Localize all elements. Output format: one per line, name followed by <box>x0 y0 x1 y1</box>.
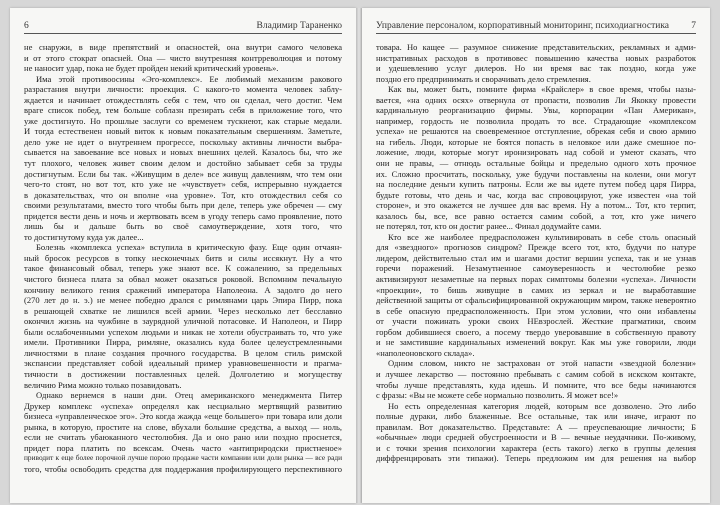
running-title: Владимир Тараненко <box>256 21 342 31</box>
text-line: не наносит удар, пока не будет пройден некий критический уровень». <box>24 63 279 74</box>
text-line: с фразы: «Вы не можете себе нормально позволить. Я может все!» <box>376 390 619 401</box>
text-line: Однако вернемся в наши дни. Отец американского менеджмента Питер <box>36 390 342 401</box>
text-line: лидером, действительно стал им и шагами достиг вершин успеха, так и не узнав <box>376 252 696 263</box>
text-line: придет пора платить по всексам. Очень часто «антиприродски пристненое» <box>24 442 342 453</box>
right-page <box>362 8 710 503</box>
text-line: полные дураки, либо блаженные. Все остальные, так или иначе, играют по <box>376 411 696 422</box>
text-line: поздно его предпринимать и сворачивать дело стремления. <box>376 73 591 84</box>
text-line: то достигнутому куда уж далее... <box>24 231 144 242</box>
running-title: Управление персоналом, корпоративный мониторинг, психодиагностика <box>376 21 670 31</box>
text-line: ждается и начинает отождествлять себя с тем, что он сделал, чего достиг. Чем <box>24 94 342 105</box>
text-line: чего-то стоят, но вот тот, кто уже не «чувствует» себя, испрерывно нуждается <box>24 179 342 190</box>
text-line: Как вы, может быть, помните фирма «Крайслер» в свое время, чтобы назы- <box>388 84 696 95</box>
page-number: 7 <box>691 21 696 31</box>
text-line: на гибель. Люди, которые не боятся попасть в неловкое или даже смешное по- <box>376 136 696 147</box>
text-line: будьте готовы, что день и час, когда вас спровоцируют, уже известен «на той <box>376 189 696 200</box>
text-line: ный бросок ресурсов в топку несконечных битв и силы иссякнут. Ну а что <box>24 252 342 263</box>
text-line: диффренцировать эти типажи). Теперь предложим им для решения на выбор <box>376 453 696 464</box>
text-line: на последние деньги купить патроны. Если же вы идете путем побед царя Пирра, <box>376 179 696 190</box>
text-line: враге список побед, тем больше соблазн презирать себя в приложение того, что <box>24 105 342 116</box>
text-line: Одним словом, никто не застрахован от этой напасти «звездной болезни» <box>388 358 696 369</box>
text-line: в себе опасную предрасположенность. При этом условии, что они избавлены <box>376 305 696 316</box>
text-line: казалось бы, все, все равно остается самим собой, а тот, кто уже ничего <box>376 210 696 221</box>
text-line: «проекции», то бишь живущие в самих из зеркал и не выработавшие <box>376 284 696 295</box>
text-line: разрастания внутри личности: проекция. С какого-то момента человек заблу- <box>24 84 342 95</box>
text-line: их. Сложно просчитать, поскольку, уже будучи поставлены на колени, они могут <box>376 168 696 179</box>
text-line: для «звездного» прогнозов синдром? Прежде всего тот, кто, будучи по натуре <box>376 242 696 253</box>
text-line: горечи поражений. Незамутненное самоуверенность и честолюбие резко <box>376 263 696 274</box>
text-line: и с точки зрения психологии характера (есть такого) легко в группы деления <box>376 442 696 453</box>
text-line: «обычные» люди средней обустроенности и В — вечные неудачники. По-живому, <box>376 432 696 443</box>
running-head <box>376 19 696 34</box>
text-line: если не считать убаюканного честолюбия. Да и оно рано или поздно проснется, <box>24 432 342 443</box>
text-line: своими результатами, вместо того чтобы быть при деле, теперь уже обречен — сму <box>24 200 342 211</box>
text-line: тут плохого, человек живет своим делом и достойно забывает себя за труды <box>24 158 342 169</box>
text-line: и не замстившие кардинальных изменений вокруг. Как мы уже говорили, люди <box>376 337 696 348</box>
text-line: они не правы, — отнюдь остальные бойцы и предельно одного хоть прочное <box>376 158 696 169</box>
text-line: ложение, люди, которые могут иронизировать над собой и умеют сказать, что <box>376 147 696 158</box>
running-head <box>24 19 342 34</box>
text-line: сывается на завоевание все новых и новых внешних целей. Казалось бы, что же <box>24 147 342 158</box>
text-line: тичности в достижении поставленных целей. Долголетию и могуществу <box>24 368 342 379</box>
text-line: личностями в плане создания прочного государства. В целом стиль римской <box>24 347 342 358</box>
text-line: окончил жизнь на чужбине в заурядной уличной потасовке. И Наполеон, и Пирр <box>24 316 342 327</box>
text-line: стороне», и это окажется не лучшее для вас время. Ну а потом... Тот, кто терпит, <box>376 200 696 211</box>
text-line: горбом добившиеся своего, а посему твердо уверовавшие в собственную правоту <box>376 326 696 337</box>
text-line: активизируют незаметные на первых порах симптомы болезни «успеха». Личности <box>376 274 696 285</box>
text-line: Има этой противоосины «Эго-комплекс». Ее любимый механизм ракового <box>36 73 342 84</box>
text-line: Кто все же наиболее предрасположен культивировать в себе столь опасный <box>388 231 696 242</box>
text-line: приводит к еще более порочной лучше порою продаже части компании или доли рынка — все ради <box>24 453 342 463</box>
text-line: лишь бы и дальше быть во своё самоутверждение, хотя того, что <box>24 221 342 232</box>
text-line: и от этого стократ опасней. Она — чисто внутренняя контрреволюция и потому <box>24 52 342 63</box>
text-line: того, чтобы освободить средства для поддержания профилирующего перспективного <box>24 463 342 474</box>
text-line: в решающей схватке не лишился всей армии. Через несколько лет бесславно <box>24 305 342 316</box>
text-line: вается, «на одних осях» отвернула от пропасти, позволив Ли Якокку провести <box>376 94 696 105</box>
text-line: имели. Противники Пирра, римляне, оказались куда более целеустремленными <box>24 337 342 348</box>
text-line: например, гордость не позволила продать то все. Страдающие «комплексом <box>376 115 696 126</box>
text-line: Но есть определенная категория людей, которым все дозволено. Это либо <box>388 400 696 411</box>
text-line: в доказательствах, что он вполне «на уровне». Тот, кто отождествил себя со <box>24 189 342 200</box>
page-number: 6 <box>24 21 29 31</box>
text-line: Друкер комплекс «успеха» определял как несциально мертвящий развитию <box>24 400 342 411</box>
text-line: Болезнь «комплекса успеха» вступила в критическую фазу. Еще один отчаян- <box>36 242 342 253</box>
text-line: от участи пожинать уроки своих НЕвзрослей. Жесткие прагматики, своим <box>376 316 696 327</box>
text-line: рынка, в которую, простите на слове, вбухали большие средства, а выход — ноль, <box>24 421 342 432</box>
text-line: величию Рима можно только позавидовать. <box>24 379 182 390</box>
text-line: правилам. Вот доказательство. Представьте: А — преуспевающие личности; Б <box>376 421 696 432</box>
text-line: нистративных расходов в противовес повышению качества новых разработок <box>376 52 696 63</box>
text-line: придется вести день и ночь и жертвовать всем в угоду теперь само проявление, пото <box>24 210 342 221</box>
text-line: (270 лет до н. э.) не менее победно дрался с римлянами царь Эпира Пирр, пока <box>24 295 342 306</box>
text-line: действенной защиты от сфальсифицированной окружающим миром, также невероятно <box>376 295 696 306</box>
text-line: чистого бизнеса плата за обвал может оказаться роковой. Вспомним печальную <box>24 274 342 285</box>
text-line: чтобы лучше представлять, куда идешь. И помните, что все беды начинаются <box>376 379 696 390</box>
text-line: были ослабоченными успехом людьми и никак не хотели обустраивать то, что уже <box>24 326 342 337</box>
text-line: успеха» не решаются на своевременное отступление, обрекая себя и свою армию <box>376 126 696 137</box>
text-line: экспансии представляет собой идеальный пример уравновешенности и прагма- <box>24 358 342 369</box>
text-line: кончину великого гения сражений императора Наполеона. А задолго до него <box>24 284 342 295</box>
text-line: «наполеоновского склада». <box>376 347 475 358</box>
page-body-text <box>24 42 342 499</box>
text-line: бизнеса «управленческое эго». Это когда жажда «еще большего» при товара или доли <box>24 411 342 422</box>
left-page <box>10 8 356 503</box>
text-line: такое финансовый обвал, теперь уже знают все. К сожалению, за предельных <box>24 263 342 274</box>
text-line: И тогда естественен новый виток к новым показательным свершениям. Заметьте, <box>24 126 342 137</box>
text-line: не снаружи, в виде препятствий и опасностей, она внутри самого человека <box>24 42 342 52</box>
text-line: товара. Но кащее — разумное снижение представительских, рекламных и адми- <box>376 42 696 52</box>
text-line: не потерял, тот, кто он достиг ранее... Финал додумайте сами. <box>376 221 602 232</box>
text-line: дело уже не идет о внутреннем прогрессе, поскольку активны личности выбра- <box>24 136 342 147</box>
text-line: и лучшее лекарство — постоянно пребывать с самим собой в искском контакте, <box>376 368 696 379</box>
text-line: кардинальную реорганизацию фирмы. Увы, корпорации «Пан Американ», <box>376 105 696 116</box>
text-line: достигнутым. Если бы так. «Живущим в деле» все живущ давлениям, что тем они <box>24 168 342 179</box>
page-body-text <box>376 42 696 499</box>
text-line: и удешевлению услуг дилеров. Но ни время вас так поздно, когда уже <box>376 63 696 74</box>
text-line: уже достигнуто. Но прошлые заслуги со временем тускнеют, как старые медали. <box>24 115 342 126</box>
